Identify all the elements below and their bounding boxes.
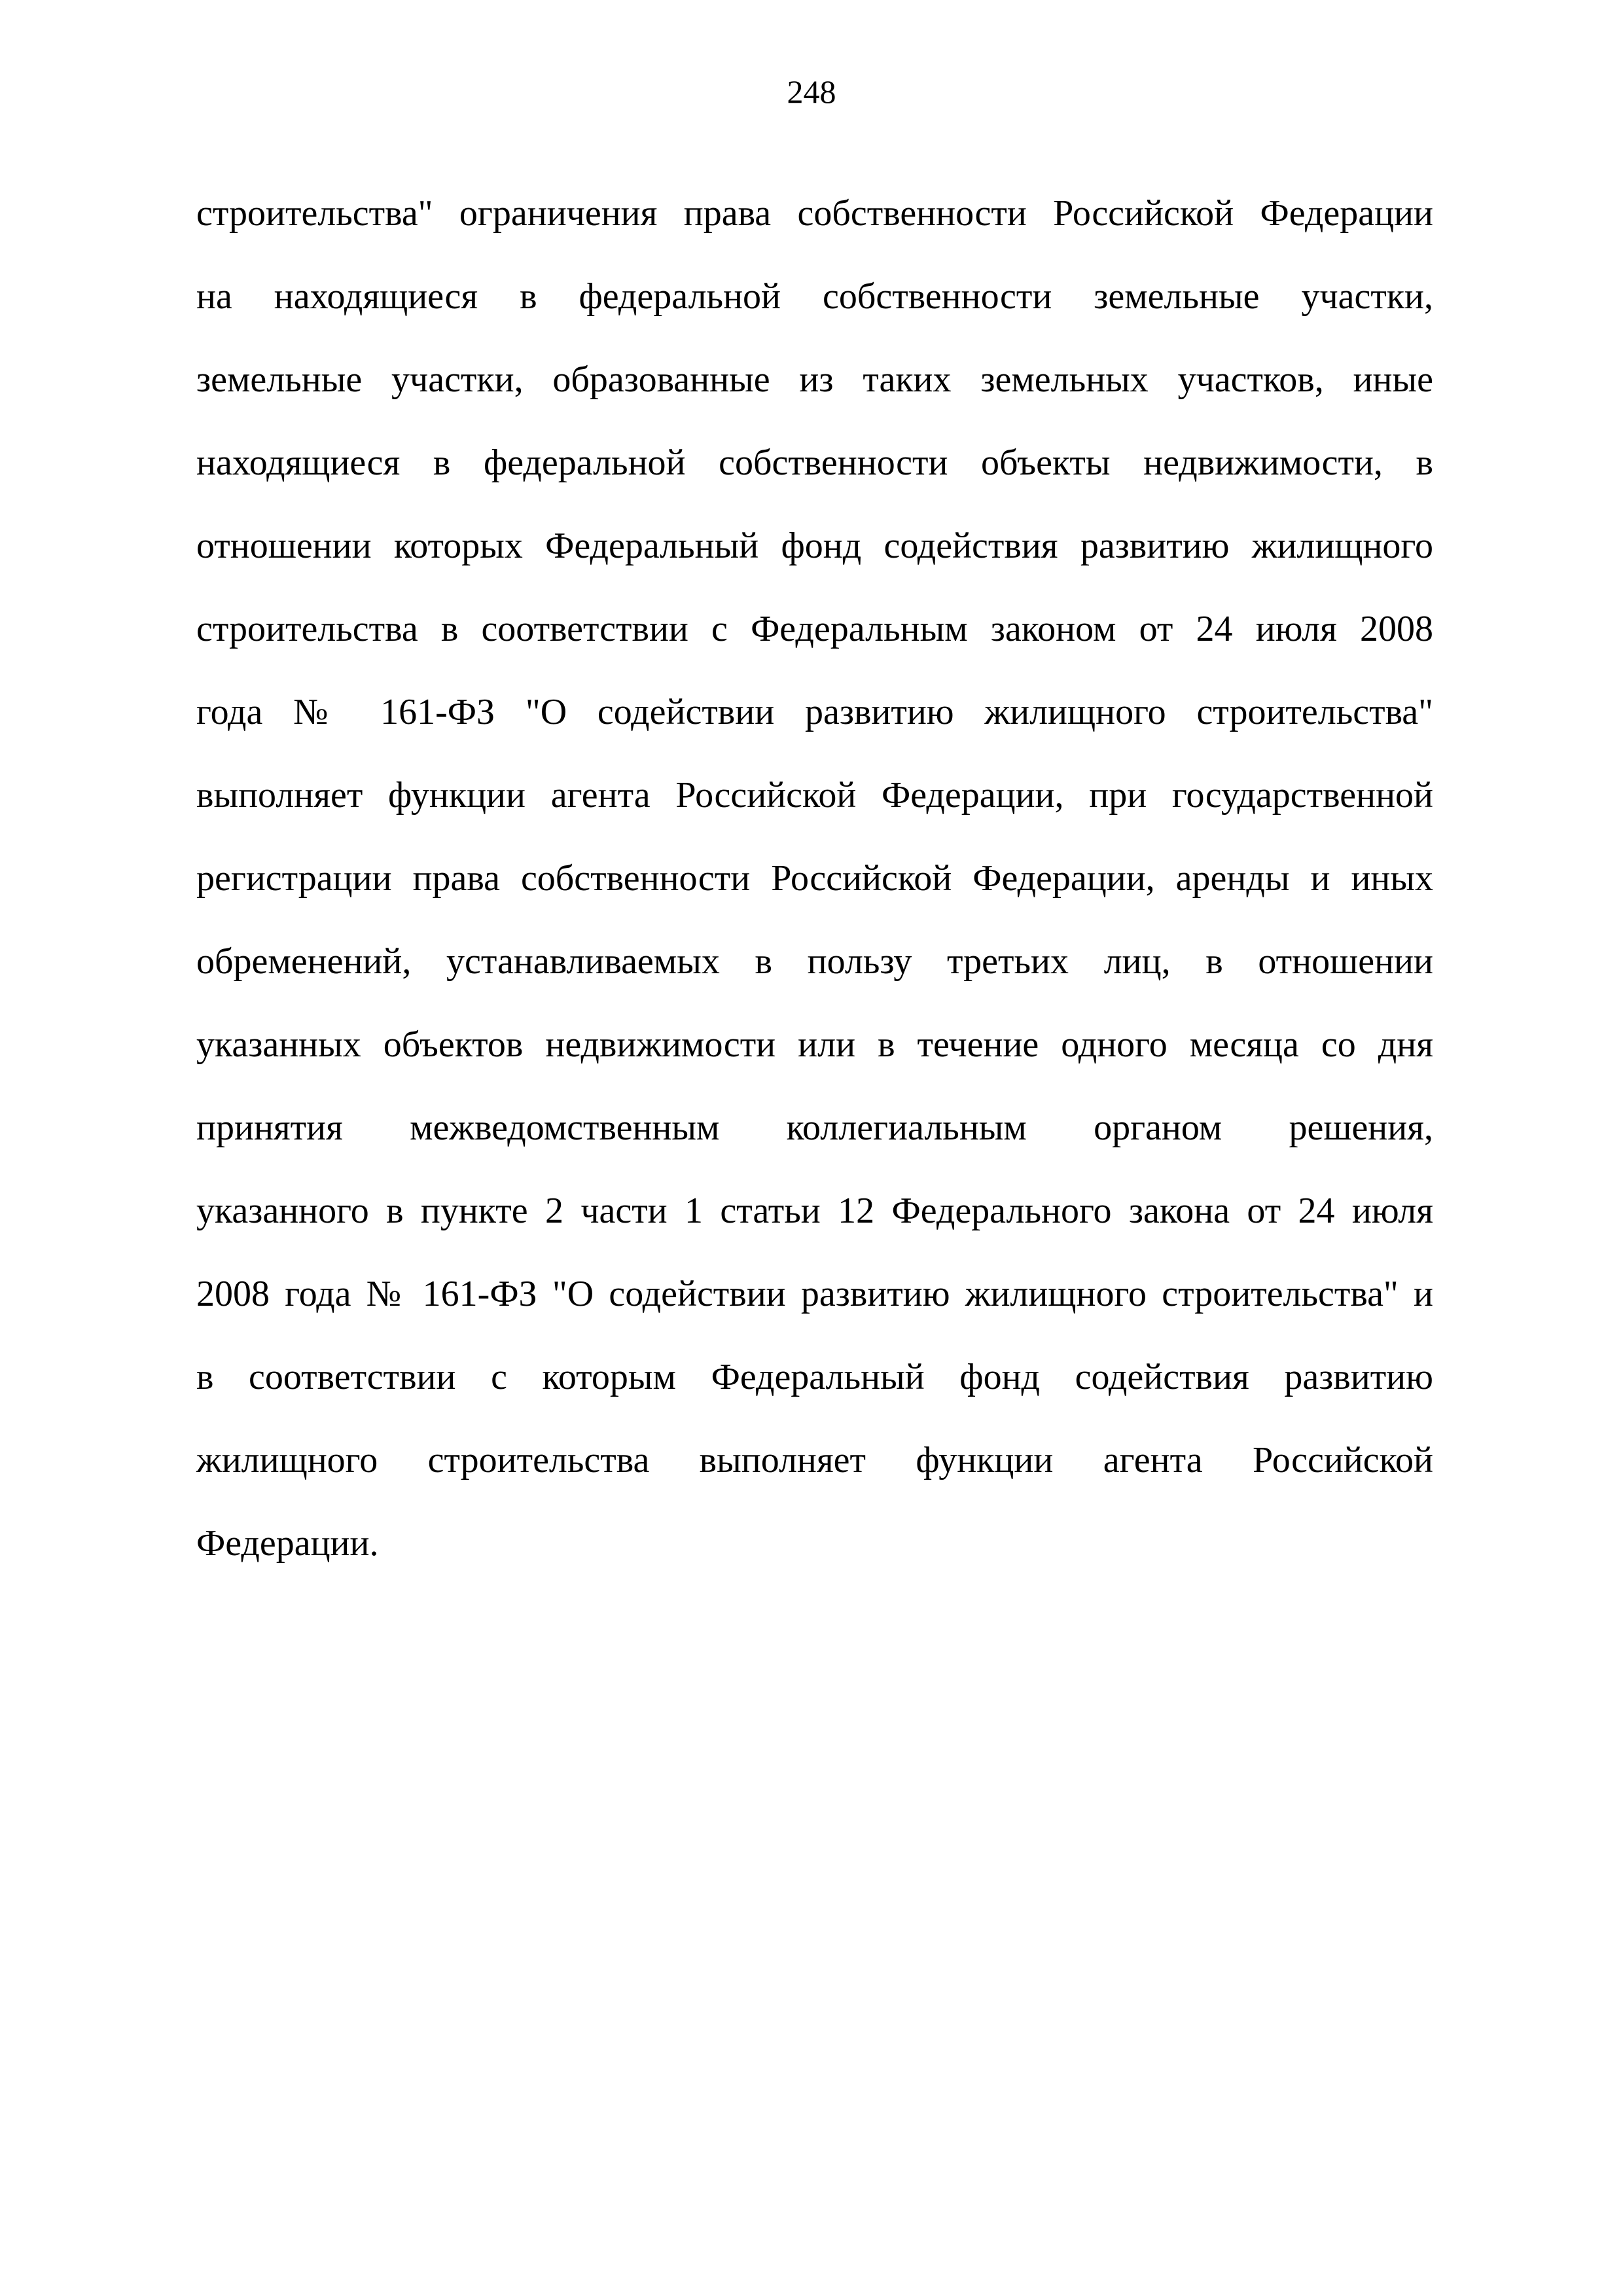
text-line: жилищного строительства выполняет функции агента Российской — [196, 1440, 1433, 1480]
text-line: на находящиеся в федеральной собственности земельные участки, — [196, 276, 1433, 317]
text-line: года № 161-ФЗ "О содействии развитию жилищного строительства" — [196, 692, 1433, 732]
text-line: строительства в соответствии с Федеральным законом от 24 июля 2008 — [196, 609, 1433, 649]
text-line: выполняет функции агента Российской Федерации, при государственной — [196, 775, 1433, 816]
text-line: принятия межведомственным коллегиальным органом решения, — [196, 1107, 1433, 1148]
text-line: Федерации. — [196, 1523, 379, 1564]
text-line: указанного в пункте 2 части 1 статьи 12 Федерального закона от 24 июля — [196, 1191, 1433, 1231]
text-line: 2008 года № 161-ФЗ "О содействии развитию жилищного строительства" и — [196, 1274, 1433, 1314]
text-line: регистрации права собственности Российской Федерации, аренды и иных — [196, 858, 1433, 899]
text-line: указанных объектов недвижимости или в течение одного месяца со дня — [196, 1024, 1433, 1065]
text-line: обременений, устанавливаемых в пользу третьих лиц, в отношении — [196, 941, 1433, 982]
page-number: 248 — [787, 73, 836, 110]
text-line: находящиеся в федеральной собственности объекты недвижимости, в — [196, 442, 1433, 483]
text-line: отношении которых Федеральный фонд содействия развитию жилищного — [196, 526, 1433, 566]
text-line: строительства" ограничения права собственности Российской Федерации — [196, 193, 1433, 234]
text-line: в соответствии с которым Федеральный фонд содействия развитию — [196, 1357, 1433, 1397]
text-line: земельные участки, образованные из таких земельных участков, иные — [196, 359, 1433, 400]
body-text — [196, 190, 1433, 1603]
